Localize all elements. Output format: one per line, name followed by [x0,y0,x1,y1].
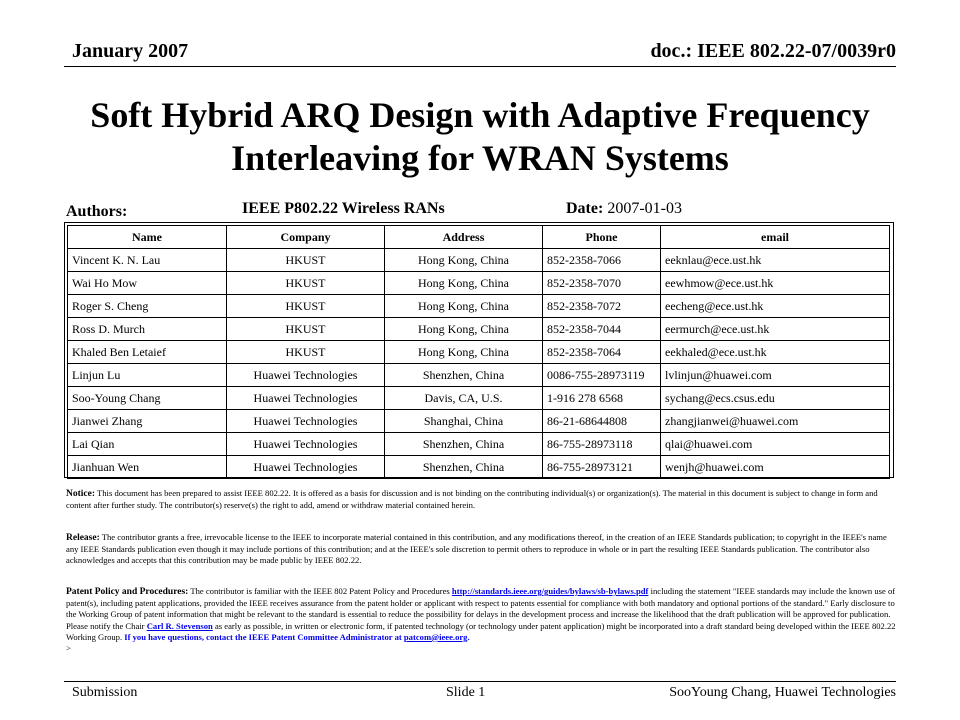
author-email: eeknlau@ece.ust.hk [661,249,890,272]
author-phone: 86-21-68644808 [543,410,661,433]
author-name: Wai Ho Mow [68,272,227,295]
chair-link[interactable]: Carl R. Stevenson [146,620,213,631]
author-phone: 852-2358-7070 [543,272,661,295]
author-email: eewhmow@ece.ust.hk [661,272,890,295]
authors-table-frame [64,222,894,478]
author-phone: 0086-755-28973119 [543,364,661,387]
author-company: Huawei Technologies [227,364,385,387]
patent-contact-text: If you have questions, contact the IEEE Patent Committee Administrator at [124,631,402,642]
authors-label: Authors: [66,203,128,220]
release-text: The contributor grants a free, irrevocable license to the IEEE to incorporate material contained in this contribution, and any modifications thereof, in the creation of an IEEE Standards publication; to copyright in the IEEE's name any IEEE Standards publication even though it may include portions of this contribution; and at the IEEE's sole discretion to permit others to reproduce in whole or in part the resulting IEEE Standards publication. The contributor also acknowledges and accepts that this contribution may be made public by IEEE 802.22. [66,532,887,566]
slide-title-line1: Soft Hybrid ARQ Design with Adaptive Frequency [90,95,870,135]
footer-slide-number: Slide 1 [446,685,486,700]
author-address: Shenzhen, China [385,364,543,387]
author-phone: 1-916 278 6568 [543,387,661,410]
author-email: eekhaled@ece.ust.hk [661,341,890,364]
table-row [68,387,890,410]
authors-table [67,225,890,479]
patent-text-3: as early as possible, in written or electronic form, if patented technology (or technology under patent application) might be incorporated into a draft standard being developed within the IEEE 802.22 Working Group. [66,620,896,642]
release-paragraph [66,532,896,567]
patent-text-1: The contributor is familiar with the IEEE 802 Patent Policy and Procedures [190,586,450,596]
slide-title-line2: Interleaving for WRAN Systems [231,138,729,178]
slide-title [0,94,960,180]
patent-end-period: . [467,631,470,642]
author-phone: 86-755-28973118 [543,433,661,456]
author-phone: 852-2358-7066 [543,249,661,272]
table-row [68,364,890,387]
author-name: Roger S. Cheng [68,295,227,318]
footer-rule [64,681,896,682]
bylaws-link[interactable]: http://standards.ieee.org/guides/bylaws/sb-bylaws.pdf [451,586,649,596]
author-phone: 852-2358-7064 [543,341,661,364]
date-value: 2007-01-03 [607,200,682,217]
author-name: Lai Qian [68,433,227,456]
date-label: Date: [566,200,604,217]
patent-label: Patent Policy and Procedures: [66,587,189,597]
author-phone: 86-755-28973121 [543,456,661,479]
header-doc-id: doc.: IEEE 802.22-07/0039r0 [650,40,896,62]
author-email: eecheng@ece.ust.hk [661,295,890,318]
notice-paragraph [66,488,896,511]
author-company: HKUST [227,341,385,364]
patent-paragraph [66,586,896,654]
author-company: Huawei Technologies [227,387,385,410]
header-rule [64,66,896,67]
author-email: lvlinjun@huawei.com [661,364,890,387]
author-email: wenjh@huawei.com [661,456,890,479]
author-company: Huawei Technologies [227,456,385,479]
column-header: Address [385,226,543,249]
author-name: Soo-Young Chang [68,387,227,410]
author-company: HKUST [227,249,385,272]
author-address: Shanghai, China [385,410,543,433]
author-address: Hong Kong, China [385,249,543,272]
table-row [68,433,890,456]
release-label: Release: [66,533,100,543]
author-phone: 852-2358-7044 [543,318,661,341]
group-name: IEEE P802.22 Wireless RANs [242,200,445,217]
author-company: HKUST [227,295,385,318]
author-email: zhangjianwei@huawei.com [661,410,890,433]
author-email: qlai@huawei.com [661,433,890,456]
author-address: Shenzhen, China [385,456,543,479]
table-header-row [68,226,890,249]
notice-text: This document has been prepared to assist IEEE 802.22. It is offered as a basis for discussion and is not binding on the contributing individual(s) or organization(s). The material in this document is subject to change in form and content after further study. The contributor(s) reserve(s) the right to add, amend or withdraw material contained herein. [66,488,878,511]
author-address: Shenzhen, China [385,433,543,456]
table-row [68,456,890,479]
patent-trailing-mark: > [66,643,71,654]
table-row [68,341,890,364]
author-email: eermurch@ece.ust.hk [661,318,890,341]
author-phone: 852-2358-7072 [543,295,661,318]
author-company: Huawei Technologies [227,433,385,456]
patcom-email-link[interactable]: patcom@ieee.org [403,631,468,642]
column-header: email [661,226,890,249]
author-name: Jianhuan Wen [68,456,227,479]
author-company: HKUST [227,272,385,295]
author-address: Hong Kong, China [385,341,543,364]
author-name: Jianwei Zhang [68,410,227,433]
author-email: sychang@ecs.csus.edu [661,387,890,410]
author-address: Hong Kong, China [385,295,543,318]
author-name: Linjun Lu [68,364,227,387]
table-row [68,295,890,318]
footer-submission: Submission [72,685,138,700]
author-address: Hong Kong, China [385,272,543,295]
header-date: January 2007 [72,40,189,62]
author-name: Ross D. Murch [68,318,227,341]
column-header: Company [227,226,385,249]
footer-author: SooYoung Chang, Huawei Technologies [669,685,896,700]
date-line [566,200,682,218]
notice-label: Notice: [66,489,96,499]
table-row [68,410,890,433]
column-header: Name [68,226,227,249]
table-row [68,272,890,295]
author-company: Huawei Technologies [227,410,385,433]
table-row [68,318,890,341]
author-name: Khaled Ben Letaief [68,341,227,364]
author-name: Vincent K. N. Lau [68,249,227,272]
author-company: HKUST [227,318,385,341]
author-address: Davis, CA, U.S. [385,387,543,410]
column-header: Phone [543,226,661,249]
patent-text-2: including the statement "IEEE standards may include the known use of patent(s), including patent applications, provided the IEEE receives assurance from the patent holder or applicant with respect to patents essential for compliance with both mandatory and optional portions of the standard." Early disclosure to the Working Group of patent information that might be relevant to the standard is essential to reduce the possibility for delays in the development process and increase the likelihood that the draft publication will be approved for publication. Please notify the Chair [66,586,896,631]
table-row [68,249,890,272]
author-address: Hong Kong, China [385,318,543,341]
